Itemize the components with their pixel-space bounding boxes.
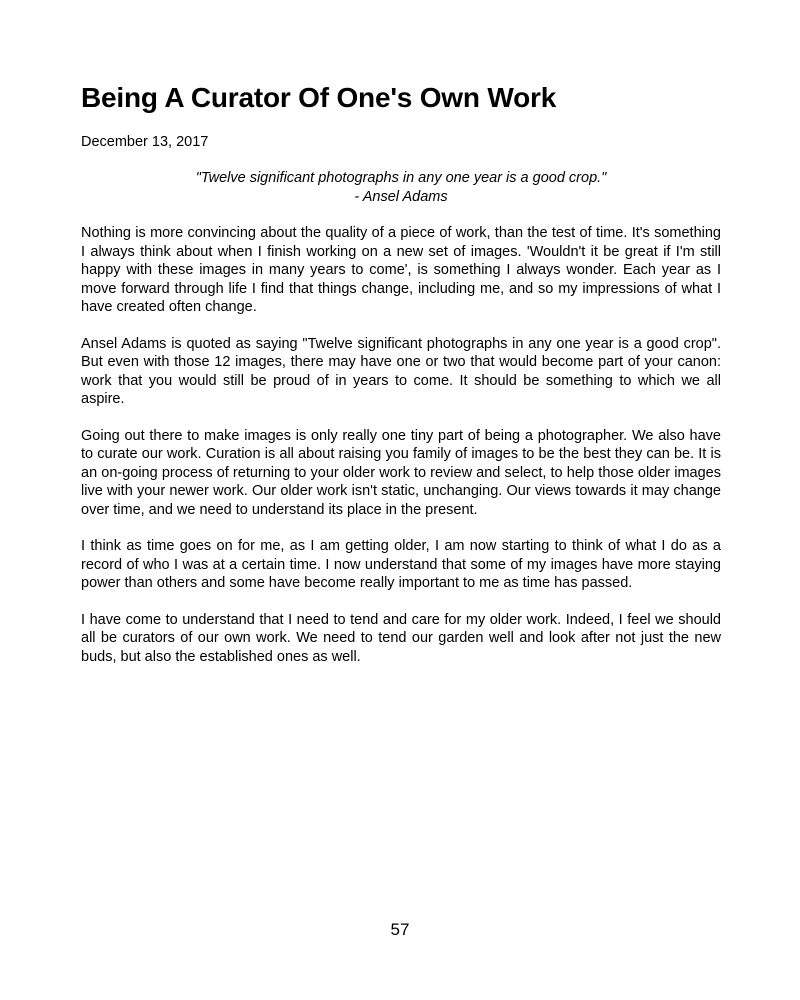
quote-attribution: - Ansel Adams: [354, 188, 448, 205]
body-paragraph: I think as time goes on for me, as I am getting older, I am now starting to think of what I do as a record of who I was at a certain time. I now understand that some of my images have more staying power than others and some have become really important to me as time has passed.: [81, 538, 721, 591]
body-paragraph: Going out there to make images is only really one tiny part of being a photographer. We also have to curate our work. Curation is all about raising you family of images to be the best they can be. It is an on-going process of returning to your older work to review and select, to help those older images live with your newer work. Our older work isn't static, unchanging. Our views towards it may change over time, and we need to understand its place in the present.: [81, 427, 721, 518]
page-number: 57: [390, 920, 410, 939]
quote-text: "Twelve significant photographs in any one year is a good crop.": [195, 170, 607, 186]
article-date: December 13, 2017: [81, 134, 209, 150]
epigraph-quote: [81, 169, 721, 206]
article: [81, 80, 721, 666]
body-paragraph: I have come to understand that I need to tend and care for my older work. Indeed, I feel we should all be curators of our own work. We need to tend our garden well and look after not just the new buds, but also the established ones as well.: [81, 611, 721, 665]
body-paragraph: Nothing is more convincing about the quality of a piece of work, than the test of time. It's something I always think about when I finish working on a new set of images. 'Wouldn't it be great if I'm still happy with these images in many years to come', is something I always wonder. Each year as I move forward through life I find that things change, including me, and so my impressions of what I have created often change.: [81, 225, 721, 315]
article-title: Being A Curator Of One's Own Work: [81, 82, 557, 113]
body-paragraph: Ansel Adams is quoted as saying "Twelve significant photographs in any one year is a good crop". But even with those 12 images, there may have one or two that would become part of your canon: work that you would still be proud of in years to come. It should be something to which we all aspire.: [81, 335, 721, 407]
